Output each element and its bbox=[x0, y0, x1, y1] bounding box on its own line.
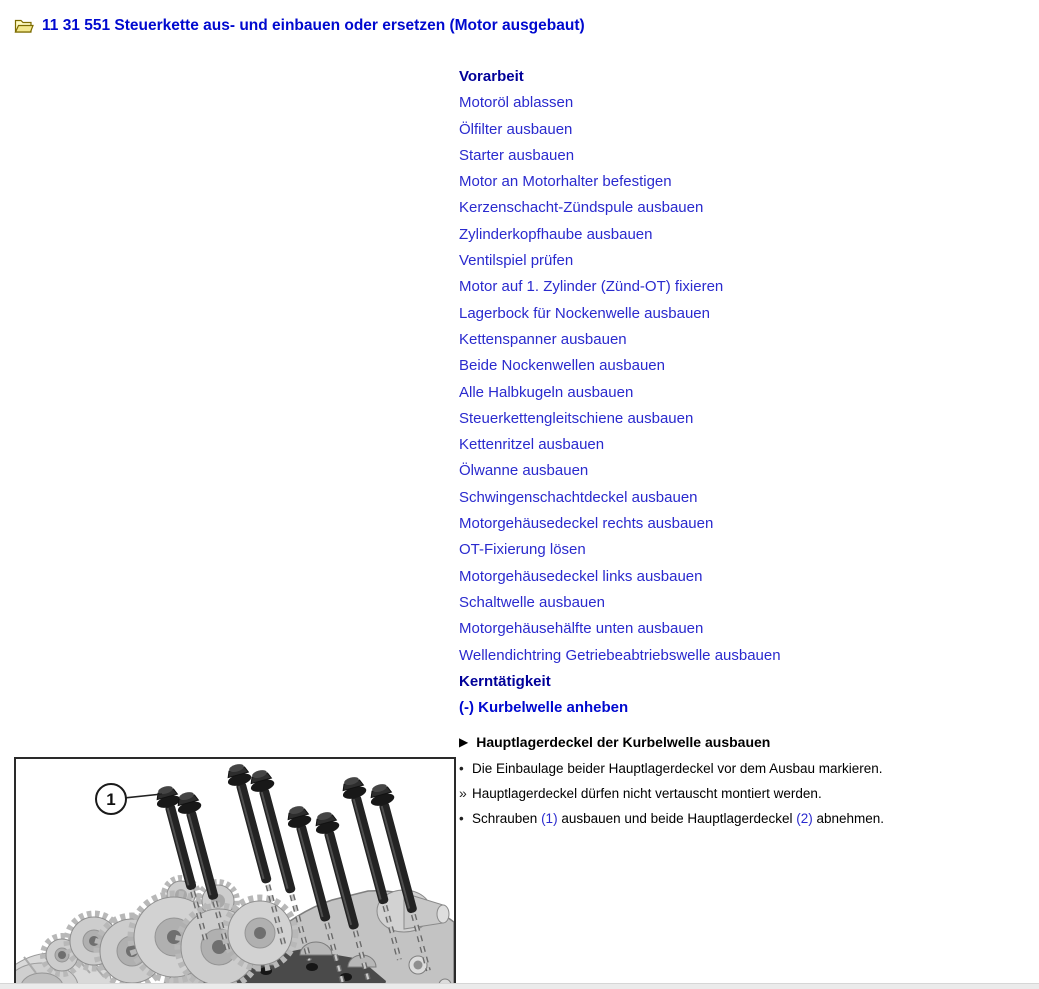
kurbelwelle-anheben-link[interactable]: (-) Kurbelwelle anheben bbox=[459, 699, 629, 717]
instruction-text bbox=[472, 806, 884, 831]
prework-link[interactable]: OT-Fixierung lösen bbox=[459, 541, 586, 559]
prework-link[interactable]: Kettenritzel ausbauen bbox=[459, 436, 605, 454]
prework-link[interactable]: Motorgehäusehälfte unten ausbauen bbox=[459, 620, 704, 638]
bullet-icon: • bbox=[459, 761, 464, 777]
prework-link[interactable]: Ölfilter ausbauen bbox=[459, 120, 573, 138]
procedure-header bbox=[14, 17, 585, 35]
engine-figure[interactable] bbox=[14, 757, 456, 989]
step-note bbox=[459, 781, 1019, 806]
prework-link[interactable]: Motoröl ablassen bbox=[459, 94, 574, 112]
prework-link[interactable]: Zylinderkopfhaube ausbauen bbox=[459, 225, 653, 243]
callout-1-link[interactable]: (1) bbox=[541, 811, 558, 827]
prework-link[interactable]: Motor an Motorhalter befestigen bbox=[459, 173, 672, 191]
step-title-row bbox=[459, 730, 1019, 756]
vorarbeit-heading: Vorarbeit bbox=[459, 68, 524, 85]
prework-link[interactable]: Kerzenschacht-Zündspule ausbauen bbox=[459, 199, 704, 217]
note-text: Hauptlagerdeckel dürfen nicht vertauscht montiert werden. bbox=[472, 786, 822, 802]
callout-2-link[interactable]: (2) bbox=[796, 811, 813, 827]
bullet-icon: • bbox=[459, 811, 464, 827]
step-title: Hauptlagerdeckel der Kurbelwelle ausbauen bbox=[476, 734, 771, 751]
callout-1-label: 1 bbox=[106, 790, 116, 809]
step-instruction bbox=[459, 756, 1019, 781]
prework-link[interactable]: Ventilspiel prüfen bbox=[459, 252, 574, 270]
prework-link[interactable]: Lagerbock für Nockenwelle ausbauen bbox=[459, 304, 710, 322]
prework-link[interactable]: Motorgehäusedeckel rechts ausbauen bbox=[459, 515, 714, 533]
step-arrow-icon: ▶ bbox=[459, 735, 469, 750]
prework-link[interactable]: Beide Nockenwellen ausbauen bbox=[459, 357, 665, 375]
step-block bbox=[459, 730, 1019, 831]
instruction-text: Die Einbaulage beider Hauptlagerdeckel vor dem Ausbau markieren. bbox=[472, 761, 883, 777]
engine-illustration bbox=[16, 759, 454, 989]
instruction-fragment: Schrauben bbox=[472, 811, 542, 827]
procedure-outline bbox=[459, 64, 1019, 831]
gear bbox=[225, 898, 295, 968]
prework-link[interactable]: Motor auf 1. Zylinder (Zünd-OT) fixieren bbox=[459, 278, 724, 296]
instruction-fragment: abnehmen. bbox=[812, 811, 885, 827]
callout-1[interactable] bbox=[96, 784, 162, 814]
prework-link[interactable]: Alle Halbkugeln ausbauen bbox=[459, 383, 634, 401]
window-bottom-edge bbox=[0, 983, 1039, 989]
prework-link[interactable]: Wellendichtring Getriebeabtriebswelle ausbauen bbox=[459, 646, 781, 664]
prework-link[interactable]: Schaltwelle ausbauen bbox=[459, 593, 605, 611]
note-icon: » bbox=[459, 785, 467, 802]
prework-link[interactable]: Kettenspanner ausbauen bbox=[459, 330, 627, 348]
prework-link[interactable]: Motorgehäusedeckel links ausbauen bbox=[459, 567, 703, 585]
procedure-title[interactable]: 11 31 551 Steuerkette aus- und einbauen oder ersetzen (Motor ausgebaut) bbox=[42, 17, 585, 34]
prework-link[interactable]: Starter ausbauen bbox=[459, 146, 575, 164]
kern-heading: Kerntätigkeit bbox=[459, 672, 551, 690]
instruction-fragment: ausbauen und beide Hauptlagerdeckel bbox=[557, 811, 797, 827]
prework-link[interactable]: Schwingenschachtdeckel ausbauen bbox=[459, 488, 698, 506]
prework-link[interactable]: Ölwanne ausbauen bbox=[459, 462, 589, 480]
open-folder-icon[interactable] bbox=[14, 18, 34, 35]
step-instruction bbox=[459, 806, 1019, 831]
prework-link[interactable]: Steuerkettengleitschiene ausbauen bbox=[459, 409, 694, 427]
